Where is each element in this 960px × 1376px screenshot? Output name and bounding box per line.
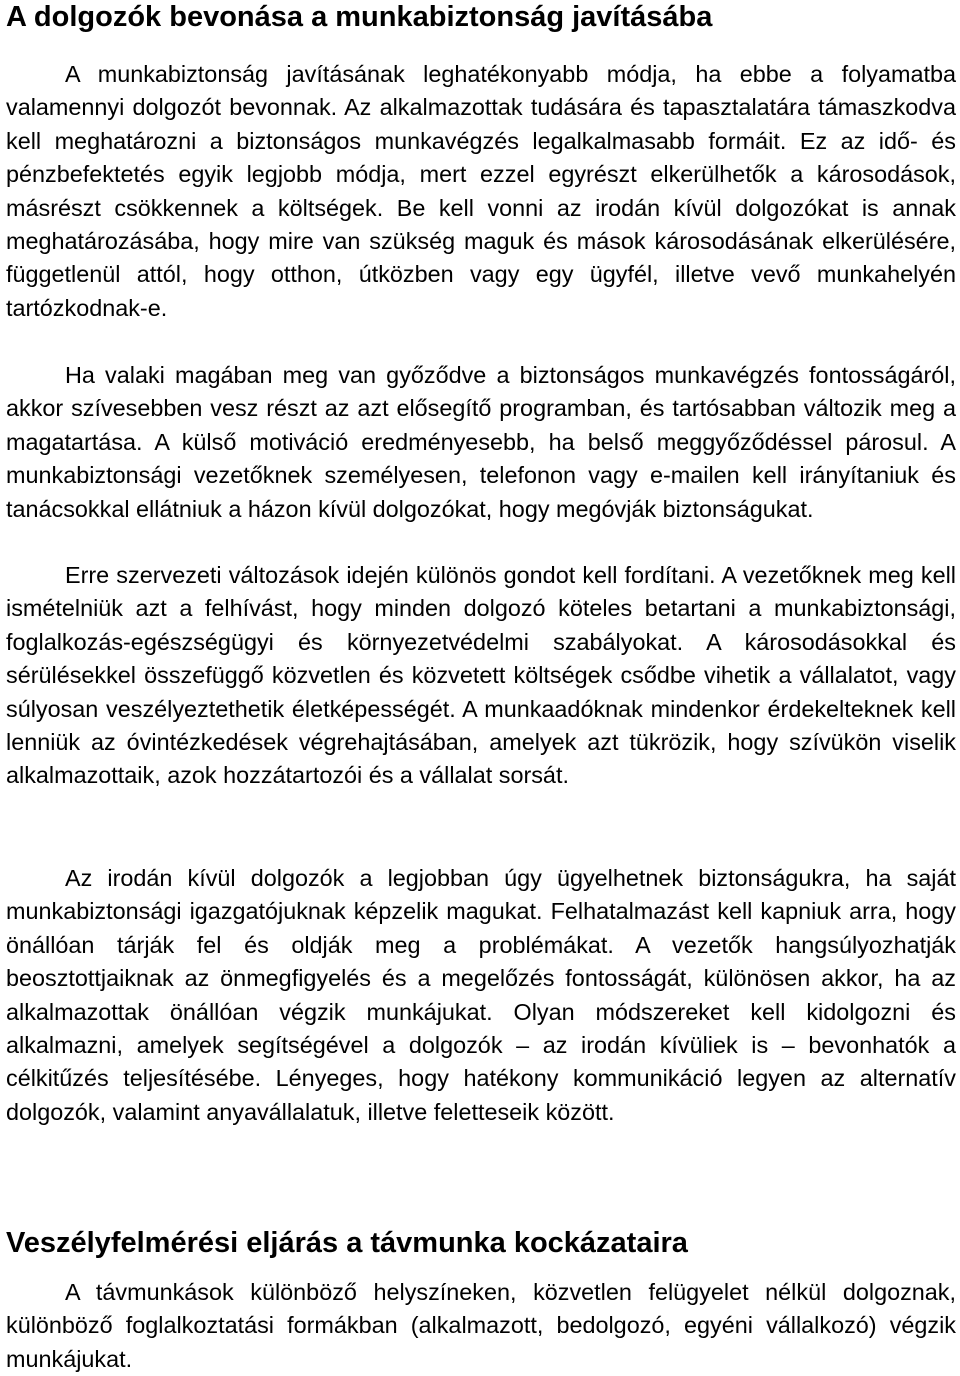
section-heading: A dolgozók bevonása a munkabiztonság javításába xyxy=(6,1,713,33)
paragraph-2: Ha valaki magában meg van győződve a biztonságos munkavégzés fontosságáról, akkor szívesebben vesz részt az azt elősegítő programban, és tartósabban változik meg a magatartása. A külső motiváció eredményesebb, ha belső meggyőződéssel párosul. A munkabiztonsági vezetőknek személyesen, telefonon vagy e-mailen kell irányítaniuk és tanácsokkal ellátniuk a házon kívül dolgozókat, hogy megóvják biztonságukat. xyxy=(6,362,956,522)
subsection-heading: Veszélyfelmérési eljárás a távmunka kockázataira xyxy=(6,1227,688,1259)
paragraph-3: Erre szervezeti változások idején különös gondot kell fordítani. A vezetőknek meg kell ismételniük azt a felhívást, hogy minden dolgozó köteles betartani a munkabiztonsági, foglalkozás-egészségügyi és környezetvédelmi szabályokat. A károsodásokkal és sérülésekkel összefüggő közvetlen és közvetett költségek csődbe vihetik a vállalatot, vagy súlyosan veszélyeztethetik életképességét. A munkaadóknak mindenkor érdekelteknek kell lenniük az óvintézkedések végrehajtásában, amelyek azt tükrözik, hogy szívükön viselik alkalmazottaik, azok hozzátartozói és a vállalat sorsát. xyxy=(6,562,956,789)
paragraph-5: A távmunkások különböző helyszíneken, közvetlen felügyelet nélkül dolgoznak, különböző foglalkoztatási formákban (alkalmazott, bedolgozó, egyéni vállalkozó) végzik munkájukat. xyxy=(6,1279,956,1372)
paragraph-1: A munkabiztonság javításának leghatékonyabb módja, ha ebbe a folyamatba valamennyi dolgozót bevonnak. Az alkalmazottak tudására és tapasztalatára támaszkodva kell meghatározni a biztonságos munkavégzés legalkalmasabb formáit. Ez az idő- és pénzbefektetés egyik legjobb módja, mert ezzel egyrészt elkerülhetők a károsodások, másrészt csökkennek a költségek. Be kell vonni az irodán kívül dolgozókat is annak meghatározásába, hogy mire van szükség maguk és mások károsodásának elkerülésére, függetlenül attól, hogy otthon, útközben vagy egy ügyfél, illetve vevő munkahelyén tartózkodnak-e. xyxy=(6,61,956,321)
paragraph-4: Az irodán kívül dolgozók a legjobban úgy ügyelhetnek biztonságukra, ha saját munkabiztonsági igazgatójuknak képzelik magukat. Felhatalmazást kell kapniuk arra, hogy önállóan tárják fel és oldják meg a problémákat. A vezetők hangsúlyozhatják beosztottjaiknak az önmegfigyelés és a megelőzés fontosságát, különösen akkor, ha az alkalmazottak önállóan végzik munkájukat. Olyan módszereket kell kidolgozni és alkalmazni, amelyek segítségével a dolgozók – az irodán kívüliek is – bevonhatók a célkitűzés teljesítésébe. Lényeges, hogy hatékony kommunikáció legyen az alternatív dolgozók, valamint anyavállalatuk, illetve feletteseik között. xyxy=(6,865,956,1125)
document-page xyxy=(6,0,956,1372)
